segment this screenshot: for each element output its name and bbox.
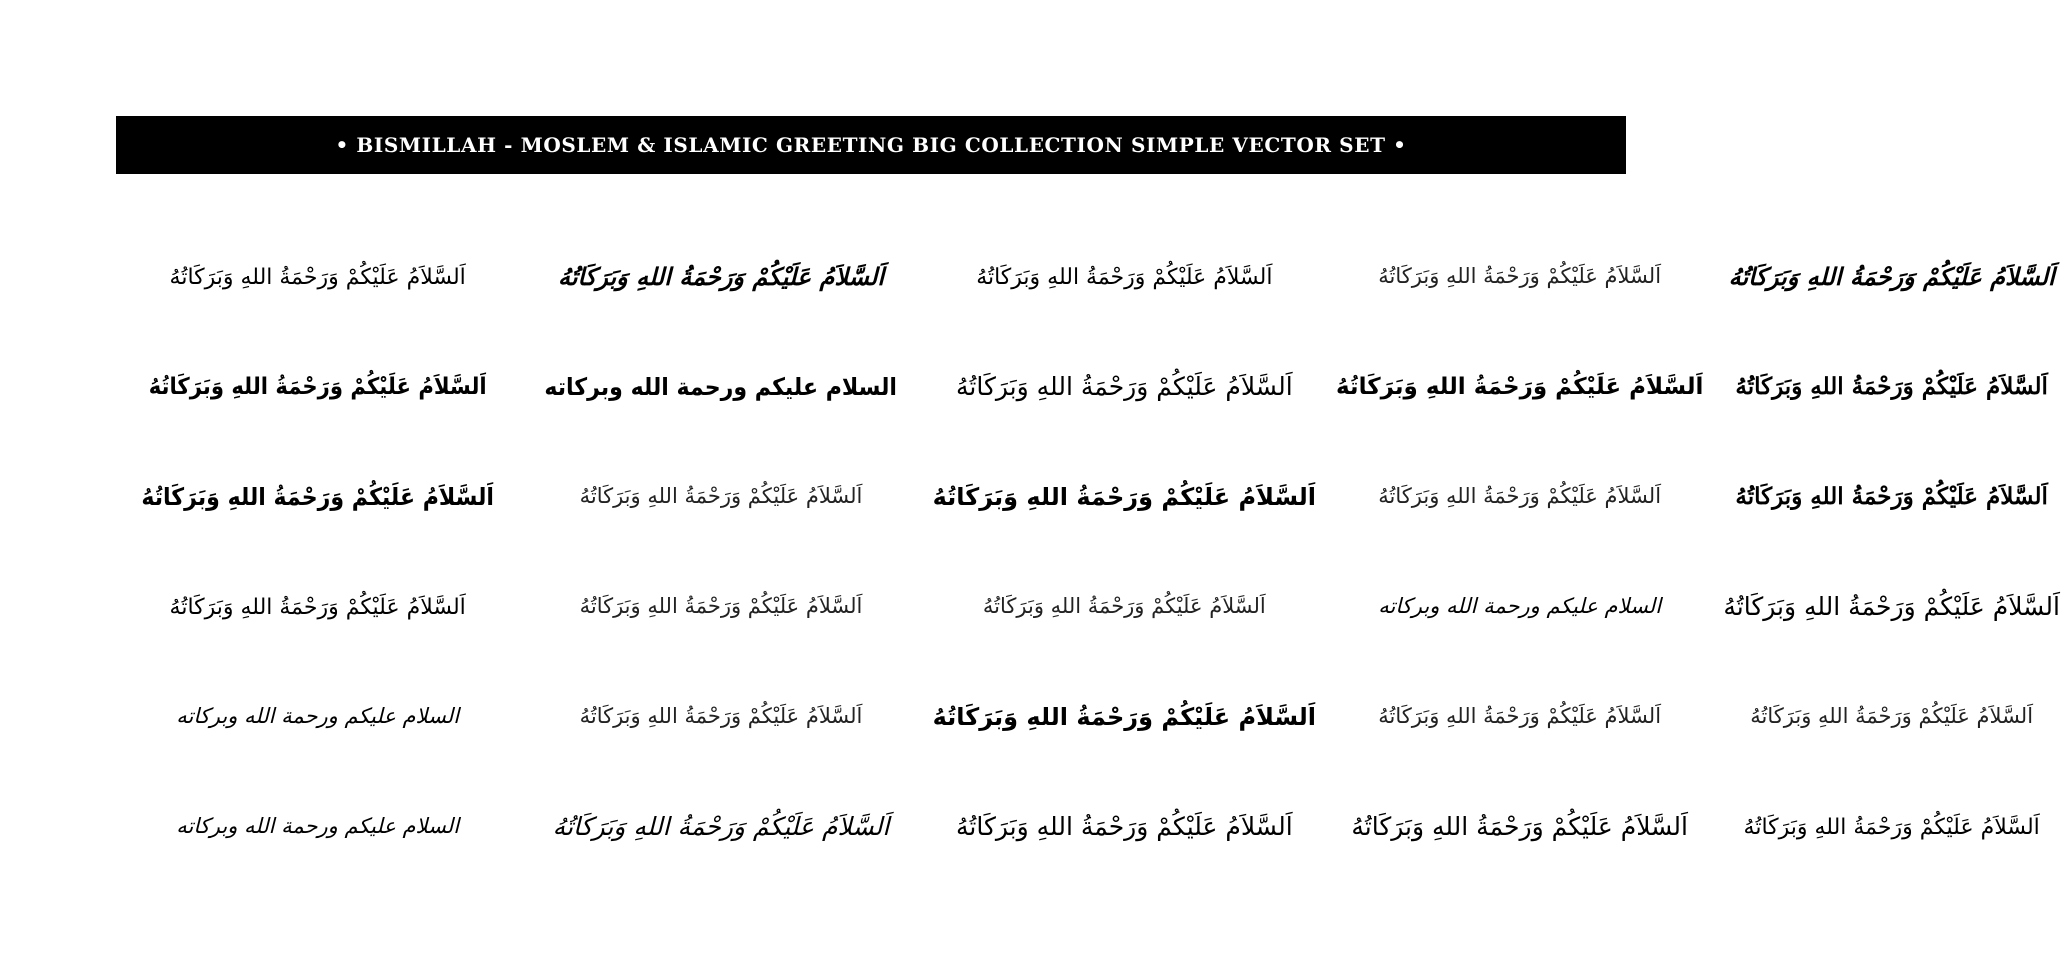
greeting-cell	[923, 222, 1326, 332]
greeting-cell	[1713, 552, 2070, 662]
greeting-cell	[1713, 442, 2070, 552]
greeting-cell	[116, 442, 519, 552]
greeting-text: اَلسَّلاَمُ عَلَيْكُمْ وَرَحْمَةُ اللهِ وَبَرَكَاتُهُ	[976, 264, 1273, 290]
greeting-cell	[1713, 662, 2070, 772]
greeting-cell	[1713, 222, 2070, 332]
greeting-cell	[519, 552, 922, 662]
greeting-text: اَلسَّلاَمُ عَلَيْكُمْ وَرَحْمَةُ اللهِ وَبَرَكَاتُهُ	[932, 483, 1316, 511]
greeting-grid	[116, 222, 2060, 882]
greeting-cell	[116, 662, 519, 772]
greeting-text: اَلسَّلاَمُ عَلَيْكُمْ وَرَحْمَةُ اللهِ وَبَرَكَاتُهُ	[956, 372, 1293, 402]
greeting-text: اَلسَّلاَمُ عَلَيْكُمْ وَرَحْمَةُ اللهِ وَبَرَكَاتُهُ	[579, 704, 863, 729]
greeting-cell	[923, 772, 1326, 882]
greeting-text: اَلسَّلاَمُ عَلَيْكُمْ وَرَحْمَةُ اللهِ وَبَرَكَاتُهُ	[1351, 812, 1688, 842]
greeting-text: اَلسَّلاَمُ عَلَيْكُمْ وَرَحْمَةُ اللهِ وَبَرَكَاتُهُ	[557, 263, 885, 291]
greeting-cell	[1326, 442, 1713, 552]
greeting-text: اَلسَّلاَمُ عَلَيْكُمْ وَرَحْمَةُ اللهِ وَبَرَكَاتُهُ	[1735, 482, 2048, 510]
greeting-text: اَلسَّلاَمُ عَلَيْكُمْ وَرَحْمَةُ اللهِ وَبَرَكَاتُهُ	[1743, 814, 2040, 840]
greeting-text: اَلسَّلاَمُ عَلَيْكُمْ وَرَحْمَةُ اللهِ وَبَرَكَاتُهُ	[1335, 373, 1704, 400]
greeting-text: اَلسَّلاَمُ عَلَيْكُمْ وَرَحْمَةُ اللهِ وَبَرَكَاتُهُ	[1750, 704, 2034, 729]
greeting-text: اَلسَّلاَمُ عَلَيْكُمْ وَرَحْمَةُ اللهِ وَبَرَكَاتُهُ	[982, 594, 1266, 619]
greeting-cell	[1326, 772, 1713, 882]
greeting-cell	[1713, 332, 2070, 442]
greeting-cell	[1326, 332, 1713, 442]
greeting-cell	[116, 332, 519, 442]
greeting-text: اَلسَّلاَمُ عَلَيْكُمْ وَرَحْمَةُ اللهِ وَبَرَكَاتُهُ	[1378, 264, 1662, 289]
greeting-cell	[519, 662, 922, 772]
greeting-cell	[519, 442, 922, 552]
greeting-cell	[519, 332, 922, 442]
greeting-cell	[1326, 552, 1713, 662]
greeting-cell	[519, 772, 922, 882]
greeting-text: اَلسَّلاَمُ عَلَيْكُمْ وَرَحْمَةُ اللهِ وَبَرَكَاتُهُ	[932, 703, 1316, 731]
greeting-cell	[923, 442, 1326, 552]
greeting-text: اَلسَّلاَمُ عَلَيْكُمْ وَرَحْمَةُ اللهِ وَبَرَكَاتُهُ	[579, 594, 863, 619]
greeting-cell	[519, 222, 922, 332]
greeting-text: اَلسَّلاَمُ عَلَيْكُمْ وَرَحْمَةُ اللهِ وَبَرَكَاتُهُ	[148, 373, 487, 400]
greeting-text: اَلسَّلاَمُ عَلَيْكُمْ وَرَحْمَةُ اللهِ وَبَرَكَاتُهُ	[579, 484, 863, 509]
greeting-cell	[1326, 222, 1713, 332]
greeting-text: اَلسَّلاَمُ عَلَيْكُمْ وَرَحْمَةُ اللهِ وَبَرَكَاتُهُ	[169, 264, 466, 290]
banner-title: • BISMILLAH - MOSLEM & ISLAMIC GREETING BIG COLLECTION SIMPLE VECTOR SET •	[335, 133, 1407, 157]
greeting-cell	[923, 662, 1326, 772]
greeting-text: اَلسَّلاَمُ عَلَيْكُمْ وَرَحْمَةُ اللهِ وَبَرَكَاتُهُ	[956, 812, 1293, 842]
greeting-text: السلام عليكم ورحمة الله وبركاته	[544, 373, 898, 401]
greeting-text: السلام عليكم ورحمة الله وبركاته	[1378, 594, 1662, 619]
greeting-cell	[923, 552, 1326, 662]
greeting-cell	[923, 332, 1326, 442]
greeting-text: اَلسَّلاَمُ عَلَيْكُمْ وَرَحْمَةُ اللهِ وَبَرَكَاتُهُ	[169, 594, 466, 620]
greeting-text: اَلسَّلاَمُ عَلَيْكُمْ وَرَحْمَةُ اللهِ وَبَرَكَاتُهُ	[1728, 263, 2055, 291]
greeting-cell	[116, 772, 519, 882]
greeting-text: اَلسَّلاَمُ عَلَيْكُمْ وَرَحْمَةُ اللهِ وَبَرَكَاتُهُ	[1735, 372, 2048, 400]
greeting-cell	[116, 552, 519, 662]
greeting-cell	[116, 222, 519, 332]
greeting-text: اَلسَّلاَمُ عَلَيْكُمْ وَرَحْمَةُ اللهِ وَبَرَكَاتُهُ	[1378, 704, 1662, 729]
greeting-text: السلام عليكم ورحمة الله وبركاته	[176, 814, 460, 839]
greeting-text: اَلسَّلاَمُ عَلَيْكُمْ وَرَحْمَةُ اللهِ وَبَرَكَاتُهُ	[552, 812, 890, 842]
greeting-text: اَلسَّلاَمُ عَلَيْكُمْ وَرَحْمَةُ اللهِ وَبَرَكَاتُهُ	[1723, 592, 2060, 622]
greeting-cell	[1713, 772, 2070, 882]
title-banner	[116, 116, 1626, 174]
greeting-cell	[1326, 662, 1713, 772]
greeting-text: اَلسَّلاَمُ عَلَيْكُمْ وَرَحْمَةُ اللهِ وَبَرَكَاتُهُ	[141, 483, 494, 511]
greeting-text: اَلسَّلاَمُ عَلَيْكُمْ وَرَحْمَةُ اللهِ وَبَرَكَاتُهُ	[1378, 484, 1662, 509]
greeting-text: السلام عليكم ورحمة الله وبركاته	[176, 704, 460, 729]
